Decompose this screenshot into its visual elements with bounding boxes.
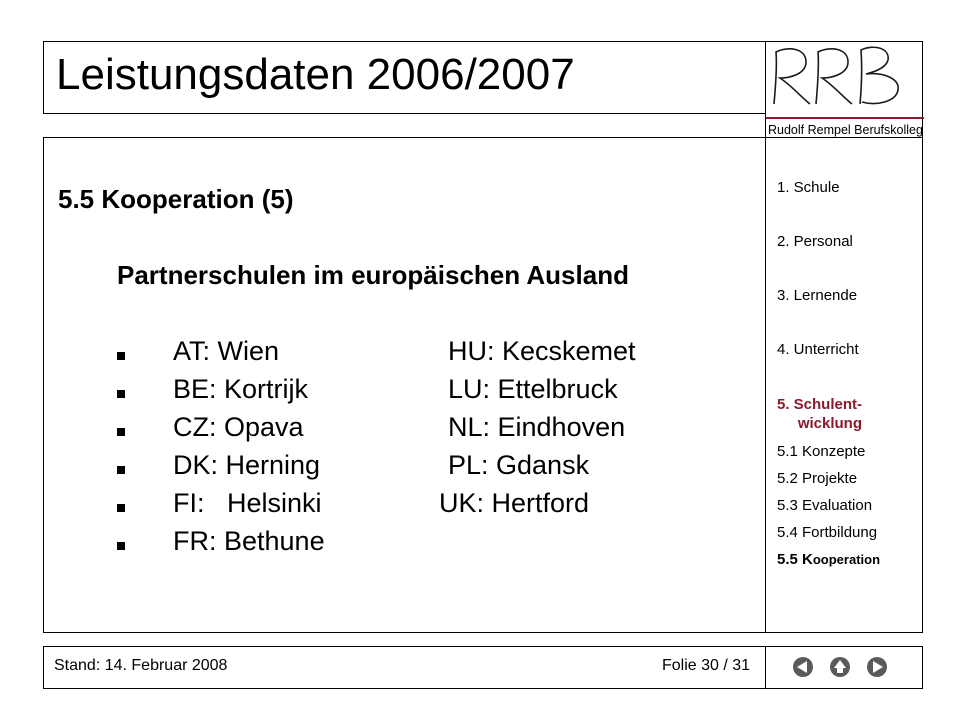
partner-school: FI: Helsinki (173, 488, 322, 518)
sidebar-item-personal[interactable]: 2. Personal (777, 233, 853, 250)
bullet-icon (117, 456, 125, 464)
bullet-icon (117, 532, 125, 540)
sidebar-item-lernende[interactable]: 3. Lernende (777, 287, 858, 304)
sidebar-item-label: wicklung (777, 415, 863, 432)
partner-school: BE: Kortrijk (173, 374, 309, 404)
sidebar-item-evaluation[interactable]: 5.3 Evaluation (777, 497, 873, 514)
bullet-icon (117, 342, 125, 350)
sidebar-item-label: 5.5 K (777, 551, 813, 568)
sidebar-item-unterricht[interactable]: 4. Unterricht (777, 341, 859, 358)
partner-school: PL: Gdansk (448, 450, 590, 480)
sidebar-item-kooperation[interactable] (777, 551, 880, 568)
bullet-icon (117, 494, 125, 502)
section-subheading: Partnerschulen im europäischen Ausland (117, 260, 629, 290)
partner-school: NL: Eindhoven (448, 412, 626, 442)
arrow-left-icon[interactable] (792, 656, 814, 678)
sidebar-item-schule[interactable]: 1. Schule (777, 179, 840, 196)
section-heading: 5.5 Kooperation (5) (58, 184, 294, 214)
bullet-icon (117, 418, 125, 426)
page-title: Leistungsdaten 2006/2007 (56, 50, 575, 99)
bullet-icon (117, 380, 125, 388)
partner-school: LU: Ettelbruck (448, 374, 618, 404)
sidebar-item-fortbildung[interactable]: 5.4 Fortbildung (777, 524, 878, 541)
partner-school: AT: Wien (173, 336, 280, 366)
partner-school: CZ: Opava (173, 412, 304, 442)
sidebar-item-schulentwicklung[interactable] (777, 395, 862, 433)
date-stamp: Stand: 14. Februar 2008 (54, 657, 228, 674)
sidebar-item-label: 5. Schulent- (777, 396, 863, 413)
home-icon[interactable] (829, 656, 851, 678)
slide-counter: Folie 30 / 31 (662, 657, 751, 674)
sidebar-item-projekte[interactable]: 5.2 Projekte (777, 470, 858, 487)
partner-school: DK: Herning (173, 450, 321, 480)
logo-caption: Rudolf Rempel Berufskolleg (768, 123, 923, 137)
school-logo (766, 42, 924, 142)
arrow-right-icon[interactable] (866, 656, 888, 678)
partner-school: FR: Bethune (173, 526, 325, 556)
partner-school: UK: Hertford (439, 488, 590, 518)
partner-school: HU: Kecskemet (448, 336, 636, 366)
sidebar-item-label: ooperation (812, 552, 881, 567)
sidebar-item-konzepte[interactable]: 5.1 Konzepte (777, 443, 866, 460)
